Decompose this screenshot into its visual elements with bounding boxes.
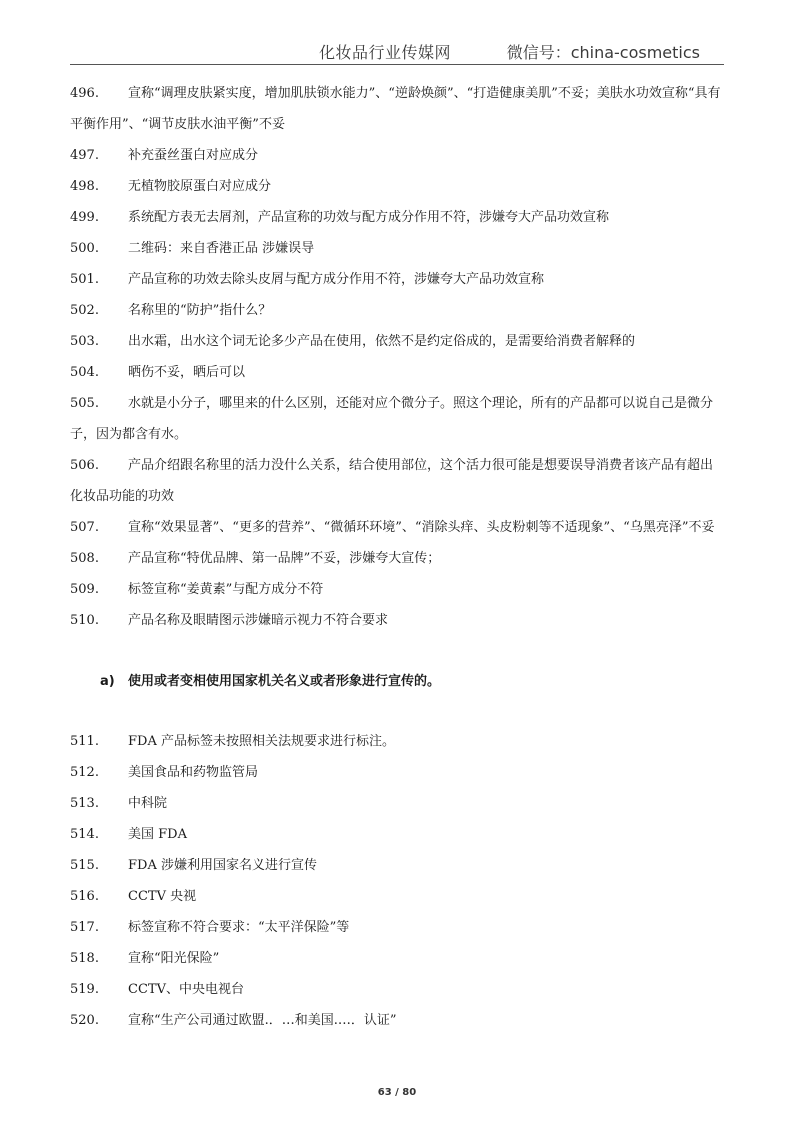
item-number: 506.: [70, 458, 99, 473]
item-text: 名称里的“防护”指什么？: [128, 303, 272, 318]
item-text: 美国 FDA: [128, 827, 187, 842]
item-number: 507.: [70, 520, 99, 535]
list-item: [70, 264, 724, 295]
item-text: CCTV 央视: [128, 889, 197, 904]
section-heading: [70, 666, 724, 697]
item-text: 标签宣称“姜黄素”与配方成分不符: [128, 582, 324, 597]
list-item: [70, 326, 724, 357]
list-item: [70, 819, 724, 850]
list-item: [70, 357, 724, 388]
item-number: 514.: [70, 827, 99, 842]
item-number: 504.: [70, 365, 99, 380]
page-header: [70, 40, 724, 65]
item-text: FDA 涉嫌利用国家名义进行宣传: [128, 858, 317, 873]
list-item: [70, 912, 724, 943]
list-item: [70, 202, 724, 233]
list-item: [70, 388, 724, 450]
list-item: [70, 140, 724, 171]
list-item: [70, 788, 724, 819]
item-number: 497.: [70, 148, 99, 163]
item-number: 512.: [70, 765, 99, 780]
list-item: [70, 881, 724, 912]
section-title: 使用或者变相使用国家机关名义或者形象进行宣传的。: [128, 674, 441, 689]
item-text: 无植物胶原蛋白对应成分: [128, 179, 272, 194]
list-item: [70, 171, 724, 202]
item-number: 519.: [70, 982, 99, 997]
item-text: 补充蚕丝蛋白对应成分: [128, 148, 259, 163]
item-number: 496.: [70, 86, 99, 101]
list-item: [70, 295, 724, 326]
item-text: 系统配方表无去屑剂，产品宣称的功效与配方成分作用不符，涉嫌夸大产品功效宣称: [128, 210, 610, 225]
item-text: 宣称“效果显著”、“更多的营养”、“微循环环境”、“消除头痒、头皮粉刺等不适现象”、“乌黑亮泽”不妥: [128, 520, 715, 535]
item-text: 美国食品和药物监管局: [128, 765, 259, 780]
list-item: [70, 78, 724, 140]
item-number: 510.: [70, 613, 99, 628]
item-text: 水就是小分子，哪里来的什么区别，还能对应个微分子。照这个理论，所有的产品都可以说自己是微分子，因为都含有水。: [70, 396, 714, 442]
item-list-a: [70, 78, 724, 636]
item-text: 晒伤不妥，晒后可以: [128, 365, 246, 380]
list-item: [70, 543, 724, 574]
item-text: 产品宣称的功效去除头皮屑与配方成分作用不符，涉嫌夸大产品功效宣称: [128, 272, 545, 287]
list-item: [70, 757, 724, 788]
item-text: 产品宣称“特优品牌、第一品牌”不妥，涉嫌夸大宣传；: [128, 551, 441, 566]
item-number: 515.: [70, 858, 99, 873]
list-item: [70, 974, 724, 1005]
list-item: [70, 726, 724, 757]
list-item: [70, 574, 724, 605]
item-text: 产品介绍跟名称里的活力没什么关系，结合使用部位，这个活力很可能是想要误导消费者该产品有超出化妆品功能的功效: [70, 458, 714, 504]
item-text: FDA 产品标签未按照相关法规要求进行标注。: [128, 734, 395, 749]
list-item: [70, 512, 724, 543]
item-number: 505.: [70, 396, 99, 411]
item-text: 宣称“调理皮肤紧实度，增加肌肤锁水能力”、“逆龄焕颜”、“打造健康美肌”不妥；美肤水功效宣称“具有平衡作用”、“调节皮肤水油平衡”不妥: [70, 86, 721, 132]
item-list-b: [70, 726, 724, 1036]
item-number: 500.: [70, 241, 99, 256]
list-item: [70, 1005, 724, 1036]
item-number: 498.: [70, 179, 99, 194]
item-number: 520.: [70, 1013, 99, 1028]
page-number: 63 / 80: [377, 1087, 417, 1098]
item-text: 产品名称及眼睛图示涉嫌暗示视力不符合要求: [128, 613, 389, 628]
item-text: 宣称“生产公司通过欧盟.．…和美国.…．认证”: [128, 1013, 397, 1028]
item-number: 502.: [70, 303, 99, 318]
item-number: 518.: [70, 951, 99, 966]
list-item: [70, 233, 724, 264]
document-body: [70, 78, 724, 1036]
item-text: 标签宣称不符合要求：“太平洋保险”等: [128, 920, 350, 935]
item-number: 503.: [70, 334, 99, 349]
list-item: [70, 605, 724, 636]
item-number: 513.: [70, 796, 99, 811]
item-text: CCTV、中央电视台: [128, 982, 244, 997]
item-text: 中科院: [128, 796, 168, 811]
list-item: [70, 943, 724, 974]
site-name: 化妆品行业传媒网: [319, 43, 452, 62]
item-text: 宣称“阳光保险”: [128, 951, 220, 966]
item-number: 501.: [70, 272, 99, 287]
list-item: [70, 450, 724, 512]
item-text: 二维码：来自香港正品 涉嫌误导: [128, 241, 315, 256]
list-item: [70, 850, 724, 881]
item-number: 511.: [70, 734, 99, 749]
item-number: 516.: [70, 889, 99, 904]
item-number: 509.: [70, 582, 99, 597]
wechat-id: 微信号：china-cosmetics: [506, 43, 700, 62]
item-number: 508.: [70, 551, 99, 566]
item-number: 499.: [70, 210, 99, 225]
item-number: 517.: [70, 920, 99, 935]
section-marker: a): [100, 674, 115, 689]
item-text: 出水霜，出水这个词无论多少产品在使用，依然不是约定俗成的，是需要给消费者解释的: [128, 334, 636, 349]
